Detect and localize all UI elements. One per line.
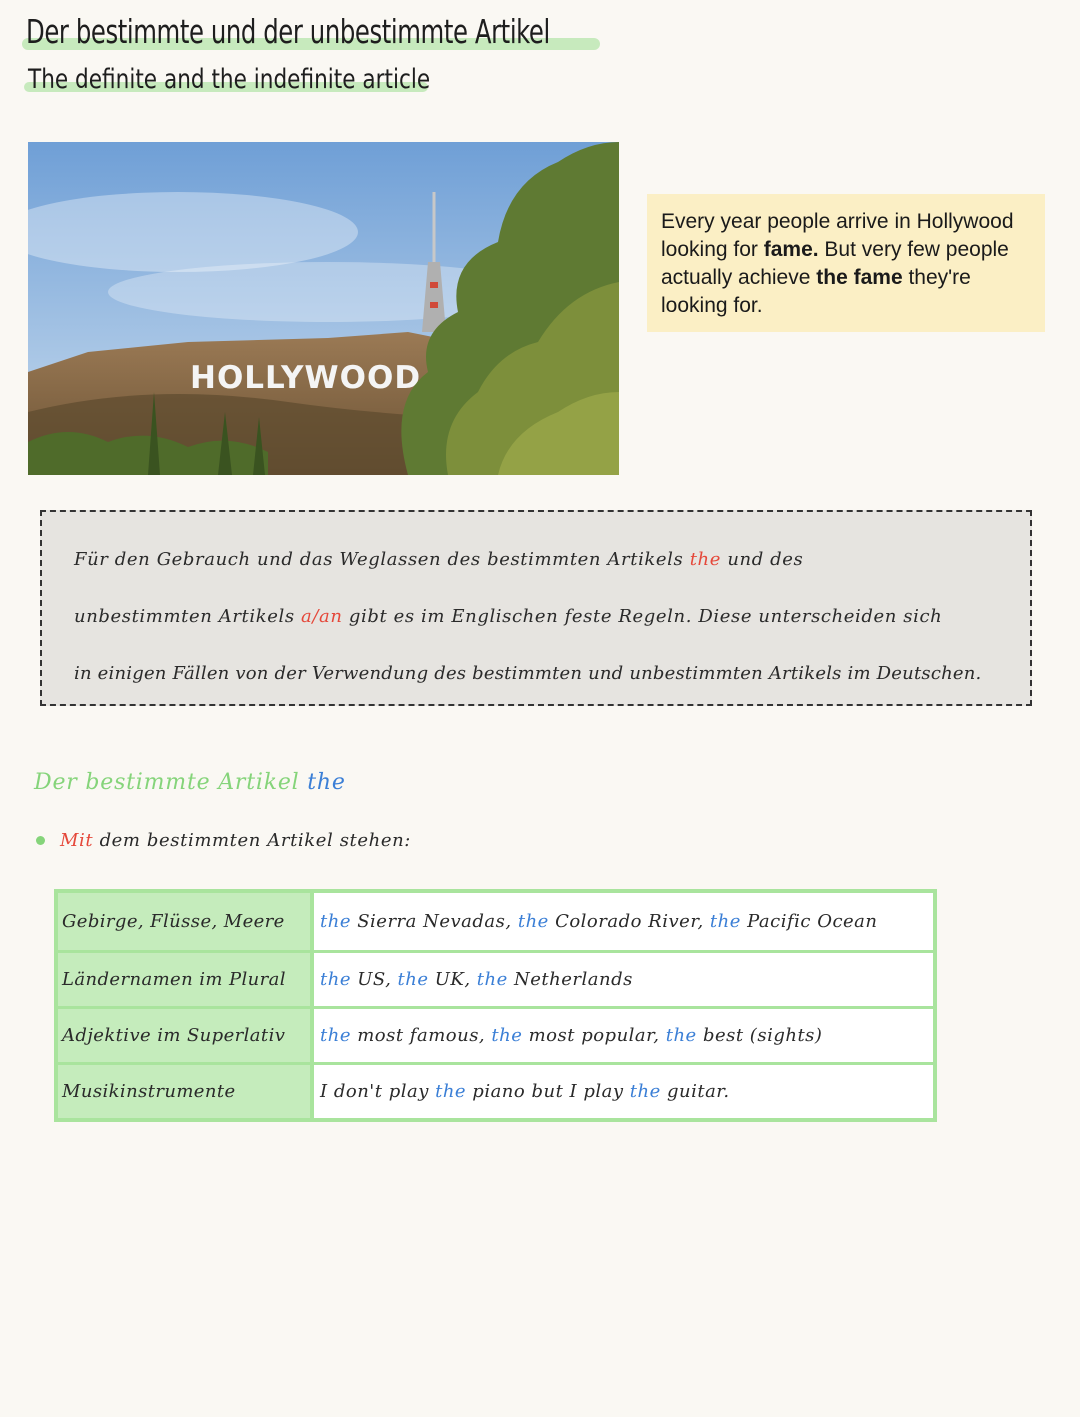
table-row xyxy=(58,950,933,1006)
quote-text-2: But very few people actually achieve xyxy=(661,238,1009,289)
quote-text-1: Every year people arrive in Hollywood looking for xyxy=(661,210,1014,261)
table-category-cell: Ländernamen im Plural xyxy=(58,953,314,1006)
rule-box xyxy=(40,510,1032,706)
rule-line-3: in einigen Fällen von der Verwendung des bestimmten und unbestimmten Artikels im Deutschen. xyxy=(74,663,982,684)
page-title: Der bestimmte und der unbestimmte Artikel xyxy=(26,12,550,51)
example-text: Pacific Ocean xyxy=(740,911,878,932)
article-the: the xyxy=(476,969,508,990)
quote-text-3: they're looking for. xyxy=(661,266,971,317)
quote-box xyxy=(647,194,1045,332)
table-row xyxy=(58,893,933,950)
example-text: Sierra Nevadas, xyxy=(350,911,518,932)
example-text: US, xyxy=(350,969,398,990)
table-example-cell xyxy=(314,893,933,950)
article-the: the xyxy=(629,1081,661,1102)
hollywood-sign: HOLLYWOOD xyxy=(190,360,422,396)
article-the-red: the xyxy=(689,549,721,570)
section-heading: Der bestimmte Artikel the xyxy=(34,770,346,795)
article-the: the xyxy=(320,1025,351,1046)
example-text: most famous, xyxy=(350,1025,492,1046)
quote-bold-fame: fame. xyxy=(763,238,819,261)
bullet-text: Mit dem bestimmten Artikel stehen: xyxy=(60,830,411,851)
article-the: the xyxy=(320,969,351,990)
example-text: UK, xyxy=(428,969,477,990)
article-the: the xyxy=(435,1081,467,1102)
article-rules-table xyxy=(54,889,937,1122)
bullet-dot-icon xyxy=(36,836,45,845)
table-category-cell: Musikinstrumente xyxy=(58,1065,314,1118)
example-text: most popular, xyxy=(522,1025,666,1046)
hollywood-photo xyxy=(28,142,619,475)
rule-line-1: Für den Gebrauch und das Weglassen des bestimmten Artikels the und des xyxy=(74,549,804,570)
page-subtitle: The definite and the indefinite article xyxy=(28,64,431,95)
example-text: Colorado River, xyxy=(548,911,710,932)
example-text: piano but I play xyxy=(466,1081,630,1102)
example-text: Netherlands xyxy=(507,969,633,990)
article-the: the xyxy=(397,969,429,990)
table-category-cell: Adjektive im Superlativ xyxy=(58,1009,314,1062)
article-the: the xyxy=(320,911,351,932)
table-example-cell xyxy=(314,1009,933,1062)
article-the: the xyxy=(517,911,549,932)
article-a-an-red: a/an xyxy=(301,606,343,627)
article-the: the xyxy=(491,1025,523,1046)
example-text: guitar. xyxy=(660,1081,730,1102)
table-example-cell xyxy=(314,1065,933,1118)
table-example-cell xyxy=(314,953,933,1006)
table-row xyxy=(58,1006,933,1062)
table-row xyxy=(58,1062,933,1118)
example-text: best (sights) xyxy=(696,1025,823,1046)
article-the: the xyxy=(665,1025,697,1046)
table-category-cell: Gebirge, Flüsse, Meere xyxy=(58,893,314,950)
rule-line-2: unbestimmten Artikels a/an gibt es im Englischen feste Regeln. Diese unterscheiden sich xyxy=(74,606,943,627)
article-the: the xyxy=(709,911,741,932)
section-article-the: the xyxy=(307,770,346,795)
example-text: I don't play xyxy=(320,1081,436,1102)
quote-bold-the-fame: the fame xyxy=(816,266,903,289)
